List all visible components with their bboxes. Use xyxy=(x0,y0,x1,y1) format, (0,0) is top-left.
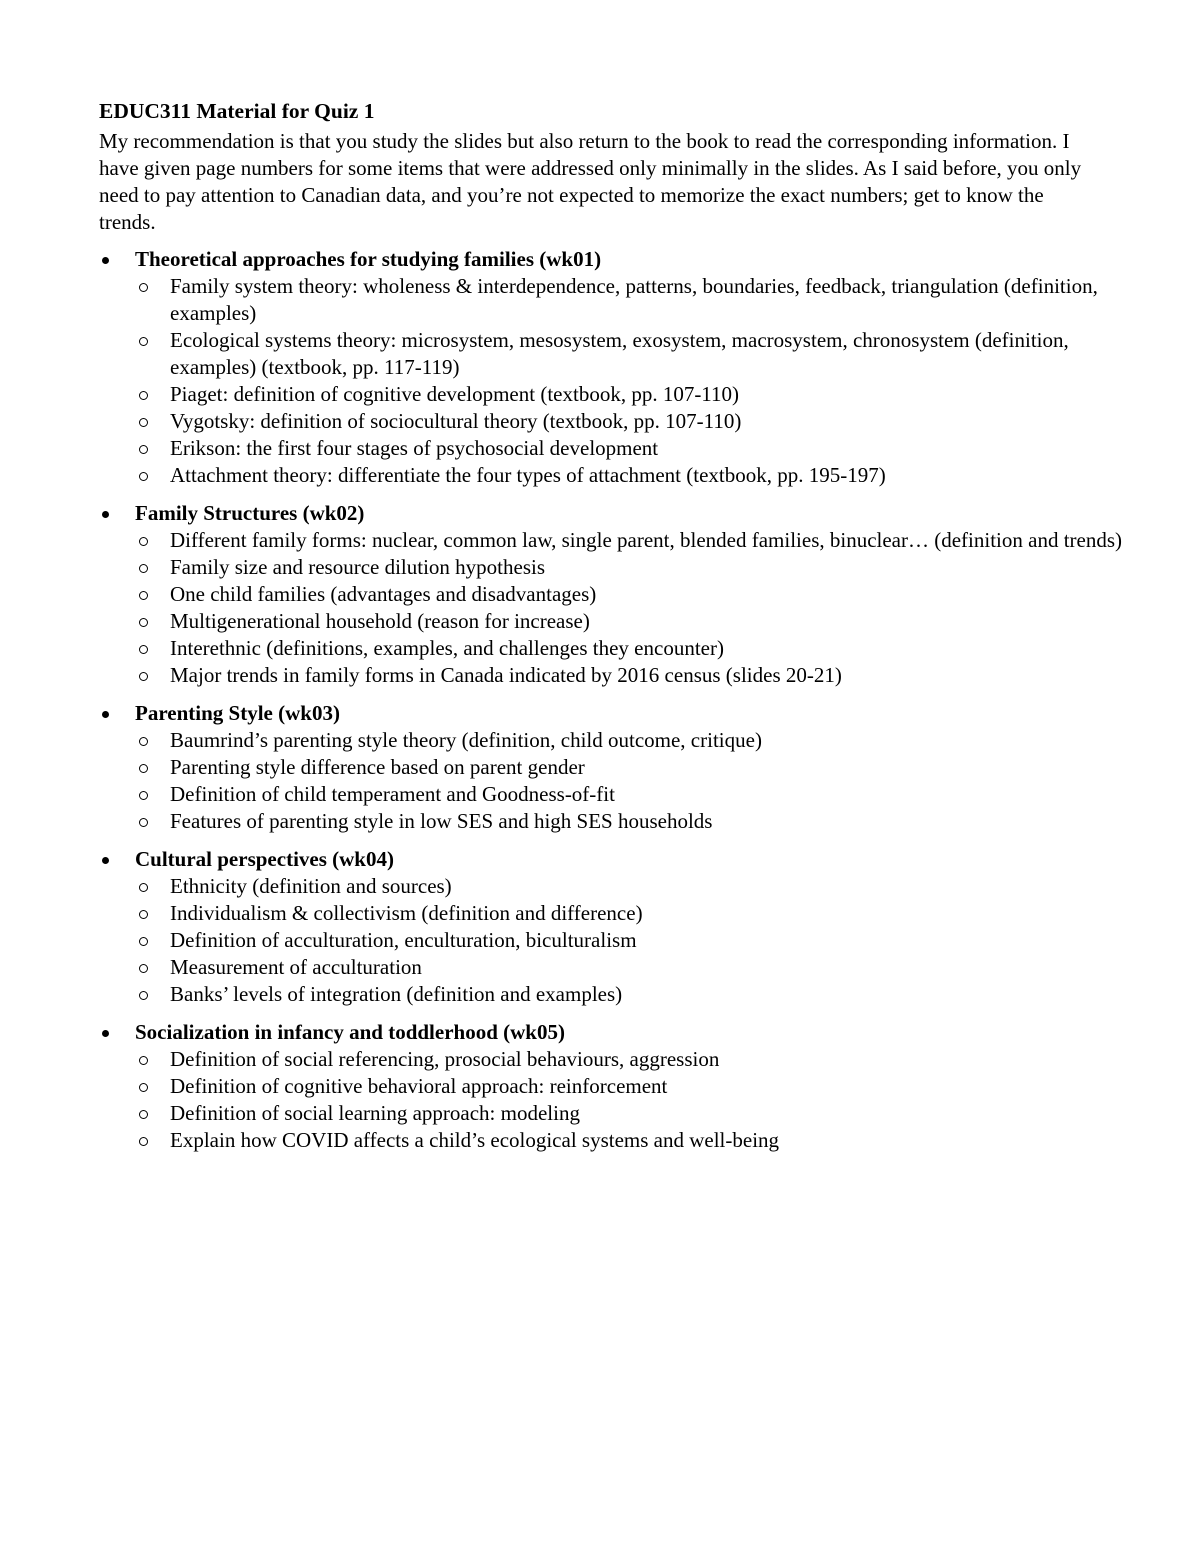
item-text: Definition of acculturation, enculturation, biculturalism xyxy=(170,928,637,952)
item-text: Measurement of acculturation xyxy=(170,955,422,979)
list-item xyxy=(135,1073,1145,1100)
item-text: Vygotsky: definition of sociocultural theory (textbook, pp. 107-110) xyxy=(170,409,742,433)
list-item xyxy=(135,435,1145,462)
item-text: Ecological systems theory: microsystem, mesosystem, exosystem, macrosystem, chronosystem (definition, examples) (textbook, pp. 117-119) xyxy=(170,328,1069,379)
list-item xyxy=(135,273,1145,327)
item-text: Baumrind’s parenting style theory (definition, child outcome, critique) xyxy=(170,728,762,752)
list-item xyxy=(135,527,1145,554)
section-heading: Socialization in infancy and toddlerhood (wk05) xyxy=(135,1020,565,1044)
list-item xyxy=(135,581,1145,608)
item-text: Banks’ levels of integration (definition and examples) xyxy=(170,982,623,1006)
section-heading: Cultural perspectives (wk04) xyxy=(135,847,394,871)
filled-bullet-icon xyxy=(102,1030,109,1037)
list-item xyxy=(135,927,1145,954)
item-text: Definition of cognitive behavioral approach: reinforcement xyxy=(170,1074,668,1098)
item-text: Family size and resource dilution hypothesis xyxy=(170,555,546,579)
hollow-bullet-icon xyxy=(139,883,148,892)
list-item xyxy=(135,873,1145,900)
hollow-bullet-icon xyxy=(139,645,148,654)
list-item xyxy=(135,954,1145,981)
document-title: EDUC311 Material for Quiz 1 xyxy=(99,99,375,123)
item-text: Interethnic (definitions, examples, and challenges they encounter) xyxy=(170,636,724,660)
list-item xyxy=(135,808,1145,835)
intro-paragraph: My recommendation is that you study the slides but also return to the book to read the corresponding information. I have given page numbers for some items that were addressed only minimally in the slides. As I said before, you only need to pay attention to Canadian data, and you’re not expected to memorize the exact numbers; get to know the trends. xyxy=(99,129,1082,234)
hollow-bullet-icon xyxy=(139,418,148,427)
list-item xyxy=(135,781,1145,808)
item-text: Piaget: definition of cognitive development (textbook, pp. 107-110) xyxy=(170,382,740,406)
list-item xyxy=(135,900,1145,927)
document-page xyxy=(99,98,1123,1165)
hollow-bullet-icon xyxy=(139,391,148,400)
section-theoretical-approaches xyxy=(99,246,1109,489)
hollow-bullet-icon xyxy=(139,537,148,546)
section-family-structures xyxy=(99,500,1123,689)
item-text: Features of parenting style in low SES and high SES households xyxy=(170,809,713,833)
item-text: Major trends in family forms in Canada indicated by 2016 census (slides 20-21) xyxy=(170,663,842,687)
hollow-bullet-icon xyxy=(139,964,148,973)
hollow-bullet-icon xyxy=(139,445,148,454)
filled-bullet-icon xyxy=(102,711,109,718)
hollow-bullet-icon xyxy=(139,764,148,773)
list-item xyxy=(135,727,1145,754)
item-list xyxy=(135,873,1109,1008)
list-item xyxy=(135,1100,1145,1127)
section-heading: Theoretical approaches for studying families (wk01) xyxy=(135,247,602,271)
item-text: Definition of social learning approach: modeling xyxy=(170,1101,580,1125)
item-text: Individualism & collectivism (definition and difference) xyxy=(170,901,643,925)
item-text: Different family forms: nuclear, common law, single parent, blended families, binuclear… (definition and trends) xyxy=(170,528,1123,552)
list-item xyxy=(135,754,1145,781)
hollow-bullet-icon xyxy=(139,337,148,346)
filled-bullet-icon xyxy=(102,857,109,864)
hollow-bullet-icon xyxy=(139,472,148,481)
filled-bullet-icon xyxy=(102,257,109,264)
section-heading: Family Structures (wk02) xyxy=(135,501,365,525)
hollow-bullet-icon xyxy=(139,564,148,573)
hollow-bullet-icon xyxy=(139,591,148,600)
item-text: Explain how COVID affects a child’s ecological systems and well-being xyxy=(170,1128,780,1152)
hollow-bullet-icon xyxy=(139,1056,148,1065)
list-item xyxy=(135,1046,1145,1073)
section-socialization xyxy=(99,1019,1109,1154)
hollow-bullet-icon xyxy=(139,1110,148,1119)
list-item xyxy=(135,1127,1145,1154)
hollow-bullet-icon xyxy=(139,791,148,800)
item-text: One child families (advantages and disadvantages) xyxy=(170,582,597,606)
item-list xyxy=(135,273,1109,489)
section-list xyxy=(99,246,1123,1154)
hollow-bullet-icon xyxy=(139,910,148,919)
list-item xyxy=(135,462,1145,489)
list-item xyxy=(135,662,1145,689)
list-item xyxy=(135,408,1145,435)
item-text: Family system theory: wholeness & interdependence, patterns, boundaries, feedback, triangulation (definition, examples) xyxy=(170,274,1098,325)
list-item xyxy=(135,608,1145,635)
item-text: Erikson: the first four stages of psychosocial development xyxy=(170,436,659,460)
item-list xyxy=(135,527,1123,689)
section-heading: Parenting Style (wk03) xyxy=(135,701,340,725)
filled-bullet-icon xyxy=(102,511,109,518)
hollow-bullet-icon xyxy=(139,937,148,946)
hollow-bullet-icon xyxy=(139,1137,148,1146)
item-text: Parenting style difference based on parent gender xyxy=(170,755,585,779)
hollow-bullet-icon xyxy=(139,283,148,292)
hollow-bullet-icon xyxy=(139,618,148,627)
item-text: Definition of social referencing, prosocial behaviours, aggression xyxy=(170,1047,720,1071)
list-item xyxy=(135,554,1145,581)
hollow-bullet-icon xyxy=(139,672,148,681)
list-item xyxy=(135,327,1145,381)
hollow-bullet-icon xyxy=(139,818,148,827)
list-item xyxy=(135,381,1145,408)
item-text: Definition of child temperament and Goodness-of-fit xyxy=(170,782,615,806)
hollow-bullet-icon xyxy=(139,991,148,1000)
item-text: Multigenerational household (reason for increase) xyxy=(170,609,590,633)
hollow-bullet-icon xyxy=(139,737,148,746)
section-parenting-style xyxy=(99,700,1109,835)
hollow-bullet-icon xyxy=(139,1083,148,1092)
item-list xyxy=(135,727,1109,835)
item-text: Ethnicity (definition and sources) xyxy=(170,874,452,898)
list-item xyxy=(135,635,1145,662)
item-text: Attachment theory: differentiate the four types of attachment (textbook, pp. 195-197) xyxy=(170,463,886,487)
section-cultural-perspectives xyxy=(99,846,1109,1008)
item-list xyxy=(135,1046,1109,1154)
list-item xyxy=(135,981,1145,1008)
